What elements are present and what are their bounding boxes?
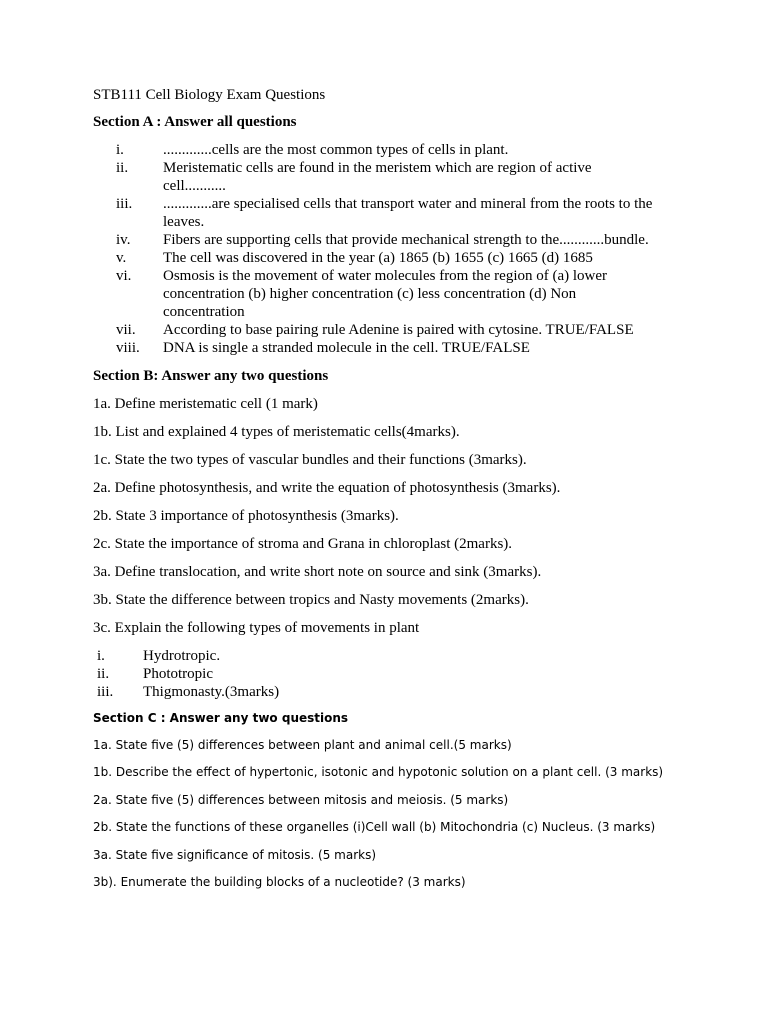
movement-item bbox=[93, 647, 683, 665]
exam-document bbox=[93, 86, 683, 902]
section-a-item bbox=[93, 231, 683, 249]
section-a-item bbox=[93, 321, 683, 339]
question: 3a. State five significance of mitosis. (5 marks) bbox=[93, 847, 377, 862]
item-text: Phototropic bbox=[143, 666, 213, 682]
question: 1c. State the two types of vascular bundles and their functions (3marks). bbox=[93, 452, 527, 468]
section-a-item bbox=[93, 249, 683, 267]
section-a-item bbox=[93, 267, 683, 321]
item-number: i. bbox=[97, 648, 105, 664]
item-number: vii. bbox=[116, 322, 136, 338]
item-number: iv. bbox=[116, 232, 131, 248]
question: 2b. State the functions of these organelles (i)Cell wall (b) Mitochondria (c) Nucleus. (3 marks) bbox=[93, 820, 656, 835]
section-b-questions bbox=[93, 395, 683, 637]
movement-item bbox=[93, 683, 683, 701]
item-text: Meristematic cells are found in the meristem which are region of active cell........... bbox=[163, 160, 592, 194]
question: 2a. Define photosynthesis, and write the equation of photosynthesis (3marks). bbox=[93, 480, 561, 496]
section-a-item bbox=[93, 195, 683, 231]
question: 3c. Explain the following types of movements in plant bbox=[93, 620, 420, 636]
item-number: ii. bbox=[97, 666, 110, 682]
section-a-item bbox=[93, 339, 683, 357]
movement-item bbox=[93, 665, 683, 683]
section-c-questions bbox=[93, 738, 683, 890]
item-text: .............are specialised cells that transport water and mineral from the roots to the leaves. bbox=[163, 196, 653, 230]
item-number: v. bbox=[116, 250, 127, 266]
item-number: viii. bbox=[116, 340, 140, 356]
item-number: i. bbox=[116, 142, 124, 158]
question: 1b. Describe the effect of hypertonic, isotonic and hypotonic solution on a plant cell. (3 marks) bbox=[93, 765, 664, 780]
section-a-item bbox=[93, 159, 683, 195]
item-text: Osmosis is the movement of water molecules from the region of (a) lower concentration (b) higher concentration (c) less concentration (d) Non concentration bbox=[163, 268, 608, 320]
section-a-heading: Section A : Answer all questions bbox=[93, 114, 297, 130]
document-title: STB111 Cell Biology Exam Questions bbox=[93, 87, 326, 103]
question: 3b). Enumerate the building blocks of a nucleotide? (3 marks) bbox=[93, 874, 466, 889]
question: 1b. List and explained 4 types of meristematic cells(4marks). bbox=[93, 424, 460, 440]
item-text: Thigmonasty.(3marks) bbox=[143, 684, 280, 700]
item-text: Fibers are supporting cells that provide mechanical strength to the............bundle. bbox=[163, 232, 649, 248]
question: 1a. State five (5) differences between plant and animal cell.(5 marks) bbox=[93, 738, 512, 752]
item-text: According to base pairing rule Adenine is paired with cytosine. TRUE/FALSE bbox=[163, 322, 634, 338]
section-a-list bbox=[93, 141, 683, 357]
movement-types-list bbox=[93, 647, 683, 701]
item-text: The cell was discovered in the year (a) 1865 (b) 1655 (c) 1665 (d) 1685 bbox=[163, 250, 593, 266]
question: 3b. State the difference between tropics and Nasty movements (2marks). bbox=[93, 592, 529, 608]
item-number: ii. bbox=[116, 160, 129, 176]
section-b-heading: Section B: Answer any two questions bbox=[93, 368, 329, 384]
section-a-item bbox=[93, 141, 683, 159]
item-text: DNA is single a stranded molecule in the cell. TRUE/FALSE bbox=[163, 340, 530, 356]
item-number: iii. bbox=[116, 196, 133, 212]
question: 2c. State the importance of stroma and Grana in chloroplast (2marks). bbox=[93, 536, 513, 552]
question: 1a. Define meristematic cell (1 mark) bbox=[93, 396, 318, 412]
item-number: vi. bbox=[116, 268, 132, 284]
section-c-heading: Section C : Answer any two questions bbox=[93, 711, 349, 725]
item-number: iii. bbox=[97, 684, 114, 700]
item-text: .............cells are the most common types of cells in plant. bbox=[163, 142, 509, 158]
question: 2a. State five (5) differences between mitosis and meiosis. (5 marks) bbox=[93, 792, 509, 807]
question: 3a. Define translocation, and write short note on source and sink (3marks). bbox=[93, 564, 542, 580]
question: 2b. State 3 importance of photosynthesis (3marks). bbox=[93, 508, 399, 524]
item-text: Hydrotropic. bbox=[143, 648, 221, 664]
